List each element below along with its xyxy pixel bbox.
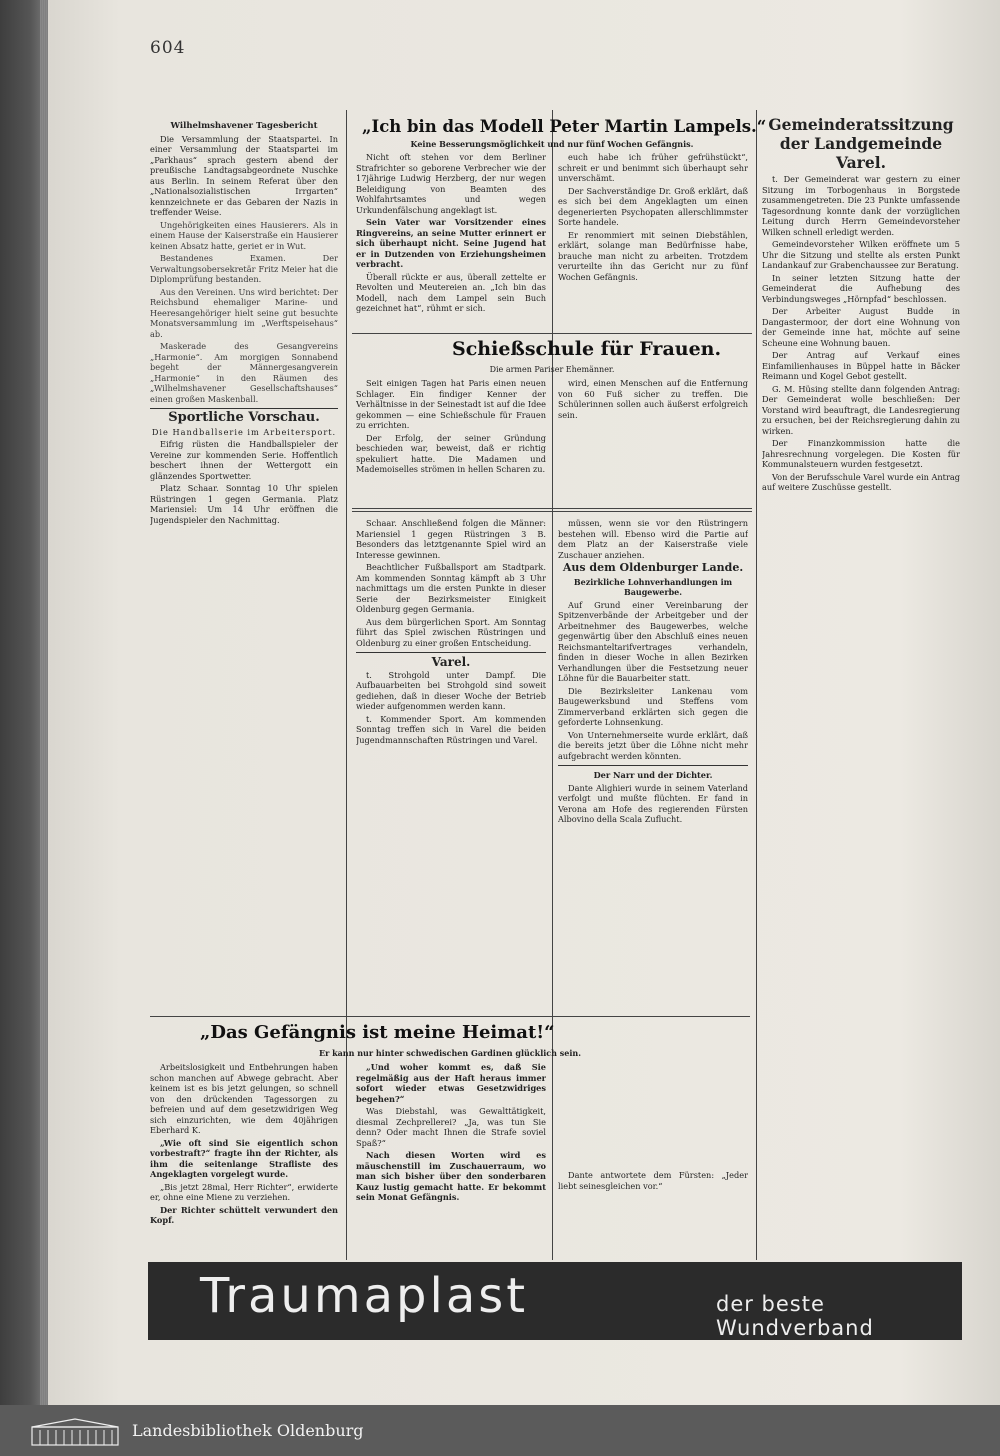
article-paragraph: Schaar. Anschließend folgen die Männer: Mariensiel 1 gegen Rüstringen 3 B. Besonders das letztgenannte Spiel wird an Interesse gewinnen. — [356, 518, 546, 560]
headline-lampel: „Ich bin das Modell Peter Martin Lampels.“ — [362, 117, 767, 136]
column-gemeinderat — [762, 112, 960, 1252]
headline-gemeinderat: Gemeinderatssitzung der Landgemeinde Varel. — [768, 115, 954, 172]
article-paragraph: Gemeindevorsteher Wilken eröffnete um 5 Uhr die Sitzung und stellte als ersten Punkt Landankauf zur Grabenchaussee zur Beratung. — [762, 239, 960, 270]
divider — [356, 652, 546, 653]
article-paragraph: Platz Schaar. Sonntag 10 Uhr spielen Rüstringen 1 gegen Germania. Platz Mariensiel: Um 14 Uhr eröffnen die Jugendspieler den Nachmittag. — [150, 483, 338, 525]
sport-subheading: Die Handballserie im Arbeitersport. — [151, 426, 337, 437]
article-paragraph: Die Versammlung der Staatspartei. In einer Versammlung der Staatspartei im „Parkhaus“ sprach gestern abend der preußische Landtagsabgeordnete Nuschke aus Berlin. In seinem Referat über den „Nationalsozialistischen Irrgarten“ kennzeichnete er das Gebaren der Nazis in treffender Weise. — [150, 133, 338, 217]
article-paragraph: müssen, wenn sie vor den Rüstringern bestehen will. Ebenso wird die Partie auf dem Platz an der Kaiserstraße viele Zuschauer anziehen. — [558, 518, 748, 560]
column-prison-2 — [356, 1062, 546, 1252]
article-paragraph: Arbeitslosigkeit und Entbehrungen haben schon manchen auf Abwege gebracht. Aber keinem ist es bis jetzt gelungen, so schnell von den drückenden Tagessorgen zu befreien und auf dem gesetzwidrigen Weg sich einzurichten, wie dem 40jährigen Eberhard K. — [150, 1062, 338, 1135]
article-paragraph: „Und woher kommt es, daß Sie regelmäßig aus der Haft heraus immer sofort wieder etwas Gesetzwidriges begehen?“ — [356, 1062, 546, 1104]
article-paragraph: Sein Vater war Vorsitzender eines Ringvereins, an seine Mutter erinnert er sich überhaupt nicht. Seine Jugend hat er in Dutzenden von Erziehungsheimen verbracht. — [356, 217, 546, 269]
article-paragraph: Der Finanzkommission hatte die Jahresrechnung vorgelegen. Die Kosten für Kommunalsteuern wurden festgesetzt. — [762, 438, 960, 469]
article-paragraph: Die Bezirksleiter Lankenau vom Baugewerksbund und Steffens vom Zimmerverband erklärten sich gegen die geforderte Lohnsenkung. — [558, 685, 748, 727]
article-paragraph: Er renommiert mit seinen Diebstählen, erklärt, solange man Bedürfnisse habe, brauche man nicht zu arbeiten. Trotzdem verurteilte ihn das Gericht nur zu fünf Wochen Gefängnis. — [558, 229, 748, 282]
article-rule — [352, 333, 752, 334]
column-rule — [346, 110, 347, 1260]
article-paragraph: Der Antrag auf Verkauf eines Einfamilienhauses in Büppel hatte in Bäcker Reimann und Kogel Gebot gestellt. — [762, 350, 960, 381]
library-footer — [0, 1405, 1000, 1456]
article-paragraph: Dante antwortete dem Fürsten: „Jeder liebt seinesgleichen vor.“ — [558, 1170, 748, 1191]
article-paragraph: Überall rückte er aus, überall zettelte er Revolten und Meutereien an. „Ich bin das Modell, nach dem Lampel sein Buch gezeichnet hat“, rühmt er sich. — [356, 271, 546, 313]
headline-prison: „Das Gefängnis ist meine Heimat!“ — [200, 1022, 555, 1043]
subheadline-lampel: Keine Besserungsmöglichkeit und nur fünf Wochen Gefängnis. — [410, 139, 694, 149]
column-shooting-left — [356, 378, 546, 500]
column-shooting-right — [558, 378, 748, 500]
article-paragraph: Von Unternehmerseite wurde erklärt, daß die bereits jetzt über die Löhne nicht mehr aufgebracht werden könnten. — [558, 729, 748, 761]
article-paragraph: Dante Alighieri wurde in seinem Vaterland verfolgt und mußte flüchten. Er fand in Verona am Hofe des regierenden Fürsten Albovino della Scala Zuflucht. — [558, 782, 748, 824]
article-paragraph: t. Kommender Sport. Am kommenden Sonntag treffen sich in Varel die beiden Jugendmannschaften Rüstringen und Varel. — [356, 713, 546, 745]
divider — [558, 765, 748, 766]
article-paragraph: t. Strohgold unter Dampf. Die Aufbauarbeiten bei Strohgold sind soweit gediehen, daß in dieser Woche der Betrieb wieder aufgenommen werden kann. — [356, 669, 546, 711]
article-paragraph: Maskerade des Gesangvereins „Harmonie“. Am morgigen Sonnabend begeht der Männergesangverein „Harmonie“ in den Räumen des „Wilhelmshavener Gesellschaftshauses“ einen großen Maskenball. — [150, 341, 338, 404]
article-rule — [352, 511, 752, 512]
article-paragraph: Der Sachverständige Dr. Groß erklärt, daß es sich bei dem Angeklagten um einen degenerierten Psychopaten allerschlimmster Sorte handele. — [558, 185, 748, 227]
article-paragraph: t. Der Gemeinderat war gestern zu einer Sitzung im Torbogenhaus in Borgstede zusammengetreten. Die 23 Punkte umfassende Tagesordnung konnte dank der vorzüglichen Leitung durch Herrn Gemeindevorsteher Wilken schnell erledigt werden. — [762, 174, 960, 237]
varel-heading: Varel. — [431, 655, 471, 669]
section-heading: Wilhelmshavener Tagesbericht — [170, 121, 318, 131]
advertisement-traumaplast — [148, 1262, 962, 1340]
article-rule — [352, 508, 752, 509]
column-prison-1 — [150, 1062, 338, 1252]
narr-heading: Der Narr und der Dichter. — [593, 770, 713, 780]
column-rule — [552, 110, 553, 1260]
article-paragraph: Nach diesen Worten wird es mäuschenstill im Zuschauerraum, wo man sich bisher über den sonderbaren Kauz lustig gemacht hatte. Er bekommt sein Monat Gefängnis. — [356, 1150, 546, 1202]
article-paragraph: Ungehörigkeiten eines Hausierers. Als in einem Hause der Kaiserstraße ein Hausierer keinen Absatz hatte, geriet er in Wut. — [150, 219, 338, 251]
article-paragraph: Auf Grund einer Vereinbarung der Spitzenverbände der Arbeitgeber und der Arbeitnehmer des Baugewerbes, welche gegenwärtig über den Abschluß eines neuen Reichsmanteltarifvertrages verhandeln, finden in dieser Woche in allen Bezirken Verhandlungen über die Festsetzung neuer Löhne für die Bauarbeiter statt. — [558, 599, 748, 683]
article-paragraph: Von der Berufsschule Varel wurde ein Antrag auf weitere Zuschüsse gestellt. — [762, 471, 960, 492]
sport-heading: Sportliche Vorschau. — [168, 410, 320, 425]
article-paragraph: Aus dem bürgerlichen Sport. Am Sonntag führt das Spiel zwischen Rüstringen und Oldenburg zu einer großen Entscheidung. — [356, 616, 546, 648]
page-stack-edge — [40, 0, 48, 1405]
article-paragraph: Seit einigen Tagen hat Paris einen neuen Schlager. Ein findiger Kenner der Verhältnisse in der Seinestadt ist auf die Idee gekommen — eine Schießschule für Frauen zu errichten. — [356, 378, 546, 430]
column-lampel-right — [558, 152, 748, 328]
library-name: Landesbibliothek Oldenburg — [132, 1421, 364, 1440]
ad-tagline: der beste Wundverband — [716, 1292, 874, 1340]
ad-brand: Traumaplast — [200, 1268, 529, 1324]
article-paragraph: Nicht oft stehen vor dem Berliner Strafrichter so geborene Verbrecher wie der 17jährige Ludwig Herzberg, der nur wegen Beleidigung von Beamten des Wohlfahrtsamtes und wegen Urkundenfälschung angeklagt ist. — [356, 152, 546, 215]
headline-shooting-school: Schießschule für Frauen. — [452, 338, 722, 360]
subheadline-shooting-school: Die armen Pariser Ehemänner. — [489, 365, 615, 374]
article-paragraph: „Wie oft sind Sie eigentlich schon vorbestraft?“ fragte ihn der Richter, als ihm die seitenlange Strafliste des Angeklagten vorgelegt wurde. — [150, 1137, 338, 1179]
column-prison-3 — [558, 1170, 748, 1252]
article-paragraph: „Bis jetzt 28mal, Herr Richter“, erwiderte er, ohne eine Miene zu verziehen. — [150, 1181, 338, 1202]
article-paragraph: Der Erfolg, der seiner Gründung beschieden war, beweist, daß er richtig spekuliert hatte. Die Madamen und Mademoiselles strömen in hellen Scharen zu. — [356, 432, 546, 474]
library-building-icon — [30, 1417, 120, 1447]
divider — [150, 408, 338, 409]
page-number: 604 — [150, 38, 186, 58]
article-paragraph: Beachtlicher Fußballsport am Stadtpark. Am kommenden Sonntag kämpft ab 3 Uhr nachmittags um die ersten Punkte in dieser Serie der Bezirksmeister Einigkeit Oldenburg gegen Germania. — [356, 562, 546, 614]
article-paragraph: In seiner letzten Sitzung hatte der Gemeinderat die Aufhebung des Verbindungsweges „Hörnpfad“ beschlossen. — [762, 272, 960, 304]
article-paragraph: G. M. Hüsing stellte dann folgenden Antrag: Der Gemeinderat wolle beschließen: Der Vorstand wird beauftragt, die Landesregierung zu ersuchen, bei der Reichsregierung dahin zu wirken. — [762, 383, 960, 436]
oldenburg-heading: Aus dem Oldenburger Lande. — [562, 561, 744, 574]
subheadline-prison: Er kann nur hinter schwedischen Gardinen glücklich sein. — [318, 1048, 582, 1058]
article-rule — [150, 1016, 750, 1017]
article-paragraph: Der Richter schüttelt verwundert den Kopf. — [150, 1204, 338, 1225]
column-rule — [756, 110, 757, 1260]
oldenburg-subheading: Bezirkliche Lohnverhandlungen im Baugewerbe. — [573, 576, 733, 597]
column-lampel-left — [356, 152, 546, 328]
article-paragraph: Bestandenes Examen. Der Verwaltungsobersekretär Fritz Meier hat die Diplomprüfung bestanden. — [150, 253, 338, 284]
article-paragraph: Eifrig rüsten die Handballspieler der Vereine zur kommenden Serie. Hoffentlich beschert ihnen der Wettergott ein glänzendes Sportwetter. — [150, 439, 338, 481]
article-paragraph: Aus den Vereinen. Uns wird berichtet: Der Reichsbund ehemaliger Marine- und Heeresangehöriger hielt seine gut besuchte Monatsversammlung im „Werftspeisehaus“ ab. — [150, 286, 338, 339]
article-paragraph: euch habe ich früher gefrühstückt“, schreit er und benimmt sich überhaupt sehr unverschämt. — [558, 152, 748, 183]
article-paragraph: wird, einen Menschen auf die Entfernung von 60 Fuß sicher zu treffen. Die Schülerinnen sollen auch äußerst erfolgreich sein. — [558, 378, 748, 420]
article-paragraph: Der Arbeiter August Budde in Dangastermoor, der dort eine Wohnung von der Gemeinde inne hat, möchte auf seine Scheune eine Wohnung bauen. — [762, 306, 960, 348]
article-paragraph: Was Diebstahl, was Gewalttätigkeit, diesmal Zechprellerei? „Ja, was tun Sie denn? Oder macht Ihnen die Strafe soviel Spaß?“ — [356, 1106, 546, 1148]
column-oldenburg — [558, 518, 748, 1248]
